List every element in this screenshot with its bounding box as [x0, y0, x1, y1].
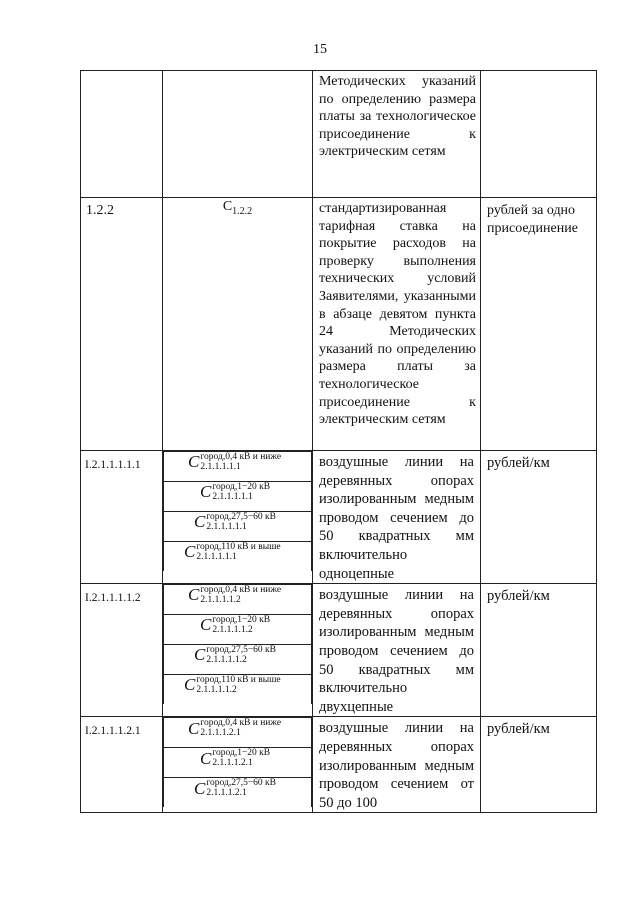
code-cell: I.2.1.1.1.2.1 [81, 717, 163, 813]
rate-symbol: C город,27,5−60 кВ 2.1.1.1.1.2 [194, 645, 276, 666]
symbol-cell [163, 717, 313, 813]
unit-cell: рублей/км [481, 451, 597, 584]
rate-symbol: C город,1−20 кВ 2.1.1.1.1.2 [200, 615, 271, 636]
description-cell: воздушные линии на деревянных опорах изолированным медным проводом сечением от 50 до 100 [313, 717, 481, 813]
table-row [81, 198, 597, 451]
symbol-cell [163, 451, 313, 584]
rate-symbol: C город,110 кВ и выше 2.1.1.1.1.2 [184, 675, 281, 696]
rate-symbol: C город,0,4 кВ и ниже 2.1.1.1.1.2 [188, 585, 282, 606]
table-row [81, 451, 597, 584]
table-row [81, 71, 597, 198]
code-cell: I.2.1.1.1.1.1 [81, 451, 163, 584]
tariff-table [80, 70, 597, 813]
symbol-cell [163, 584, 313, 717]
code-cell: I.2.1.1.1.1.2 [81, 584, 163, 717]
description-cell: воздушные линии на деревянных опорах изолированным медным проводом сечением до 50 квадратных мм включительно одноцепные [313, 451, 481, 584]
unit-cell: рублей за одно присоединение [481, 198, 597, 451]
rate-symbol: C город,0,4 кВ и ниже 2.1.1.1.1.1 [188, 452, 282, 472]
table-row [81, 584, 597, 717]
rate-symbol: C город,110 кВ и выше 2.1.1.1.1.1 [184, 542, 281, 562]
rate-symbol: $C_{1.2.2}$ [222, 199, 253, 217]
rate-symbol: C город,1−20 кВ 2.1.1.1.1.1 [200, 482, 271, 502]
rate-symbol: C город,27,5−60 кВ 2.1.1.1.1.1 [194, 512, 276, 532]
symbol-cell [163, 71, 313, 198]
rate-symbol: C город,1−20 кВ 2.1.1.1.2.1 [200, 748, 271, 769]
unit-cell: рублей/км [481, 717, 597, 813]
description-cell: воздушные линии на деревянных опорах изолированным медным проводом сечением до 50 квадратных мм включительно двухцепные [313, 584, 481, 717]
rate-symbol: C город,27,5−60 кВ 2.1.1.1.2.1 [194, 778, 276, 799]
unit-cell [481, 71, 597, 198]
description-cell: Методических указаний по определению размера платы за технологическое присоединение к электрическим сетям [313, 71, 481, 198]
rate-symbol: C город,0,4 кВ и ниже 2.1.1.1.2.1 [188, 718, 282, 739]
symbol-subtable [163, 717, 312, 807]
symbol-subtable [163, 584, 312, 704]
symbol-subtable [163, 451, 312, 571]
unit-cell: рублей/км [481, 584, 597, 717]
table-row [81, 717, 597, 813]
description-cell: стандартизированная тарифная ставка на покрытие расходов на проверку выполнения технических условий Заявителями, указанными в абзаце девятом пункта 24 Методических указаний по определению размера платы за технологическое присоединение к электрическим сетям [313, 198, 481, 451]
code-cell [81, 71, 163, 198]
code-cell: 1.2.2 [81, 198, 163, 451]
symbol-cell [163, 198, 313, 451]
page-number: 15 [313, 42, 327, 57]
